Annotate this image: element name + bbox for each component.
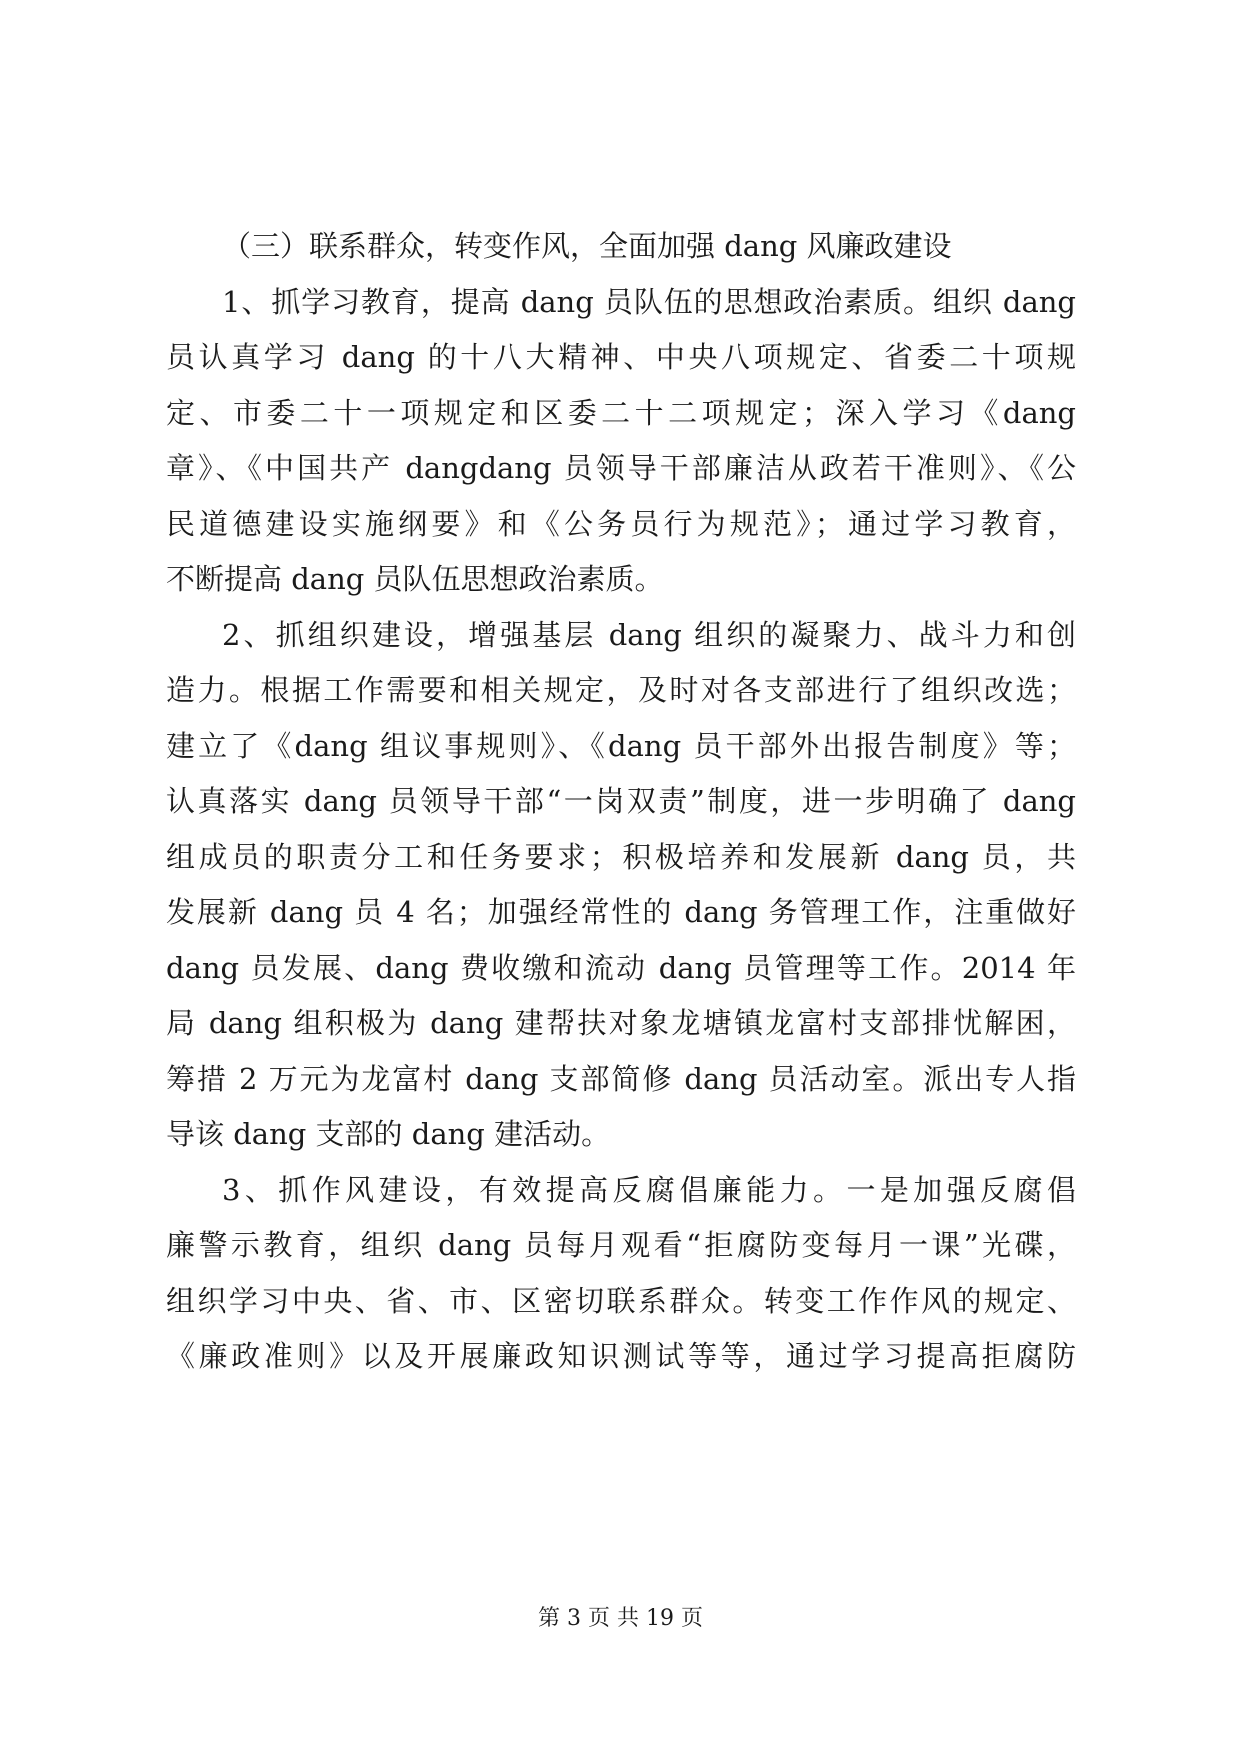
paragraph-1-line-3: 定、市委二十一项规定和区委二十二项规定；深入学习《dang: [166, 396, 1076, 430]
paragraph-2-line-4: 认真落实 dang 员领导干部“一岗双责”制度，进一步明确了 dang: [166, 784, 1076, 818]
paragraph-3-line-4: 《廉政准则》以及开展廉政知识测试等等，通过学习提高拒腐防: [166, 1339, 1076, 1373]
paragraph-2-line-7: dang 员发展、dang 费收缴和流动 dang 员管理等工作。2014 年: [166, 951, 1076, 985]
paragraph-2-line-5: 组成员的职责分工和任务要求；积极培养和发展新 dang 员，共: [166, 840, 1076, 874]
paragraph-2-line-3: 建立了《dang 组议事规则》、《dang 员干部外出报告制度》等；: [166, 729, 1076, 763]
paragraph-2-line-1: 2、抓组织建设，增强基层 dang 组织的凝聚力、战斗力和创: [222, 618, 1076, 652]
paragraph-2-line-6: 发展新 dang 员 4 名；加强经常性的 dang 务管理工作，注重做好: [166, 895, 1076, 929]
paragraph-1-line-6: 不断提高 dang 员队伍思想政治素质。: [166, 562, 664, 596]
paragraph-1-line-5: 民道德建设实施纲要》和《公务员行为规范》；通过学习教育，: [166, 507, 1076, 541]
page-number-footer: 第 3 页 共 19 页: [538, 1606, 703, 1631]
paragraph-1-line-1: 1、抓学习教育，提高 dang 员队伍的思想政治素质。组织 dang: [222, 285, 1076, 319]
paragraph-2-line-9: 筹措 2 万元为龙富村 dang 支部简修 dang 员活动室。派出专人指: [166, 1062, 1076, 1096]
paragraph-2-line-8: 局 dang 组积极为 dang 建帮扶对象龙塘镇龙富村支部排忧解困，: [166, 1006, 1076, 1040]
paragraph-1-line-2: 员认真学习 dang 的十八大精神、中央八项规定、省委二十项规: [166, 340, 1076, 374]
paragraph-3-line-3: 组织学习中央、省、市、区密切联系群众。转变工作作风的规定、: [166, 1284, 1076, 1318]
paragraph-2-line-2: 造力。根据工作需要和相关规定，及时对各支部进行了组织改选；: [166, 673, 1076, 707]
paragraph-2-line-10: 导该 dang 支部的 dang 建活动。: [166, 1117, 611, 1151]
paragraph-3-line-2: 廉警示教育，组织 dang 员每月观看“拒腐防变每月一课”光碟，: [166, 1228, 1076, 1262]
paragraph-3-line-1: 3、抓作风建设，有效提高反腐倡廉能力。一是加强反腐倡: [222, 1173, 1076, 1207]
paragraph-1-line-4: 章》、《中国共产 dangdang 员领导干部廉洁从政若干准则》、《公: [166, 451, 1076, 485]
section-heading: （三）联系群众，转变作风，全面加强 dang 风廉政建设: [222, 229, 952, 263]
